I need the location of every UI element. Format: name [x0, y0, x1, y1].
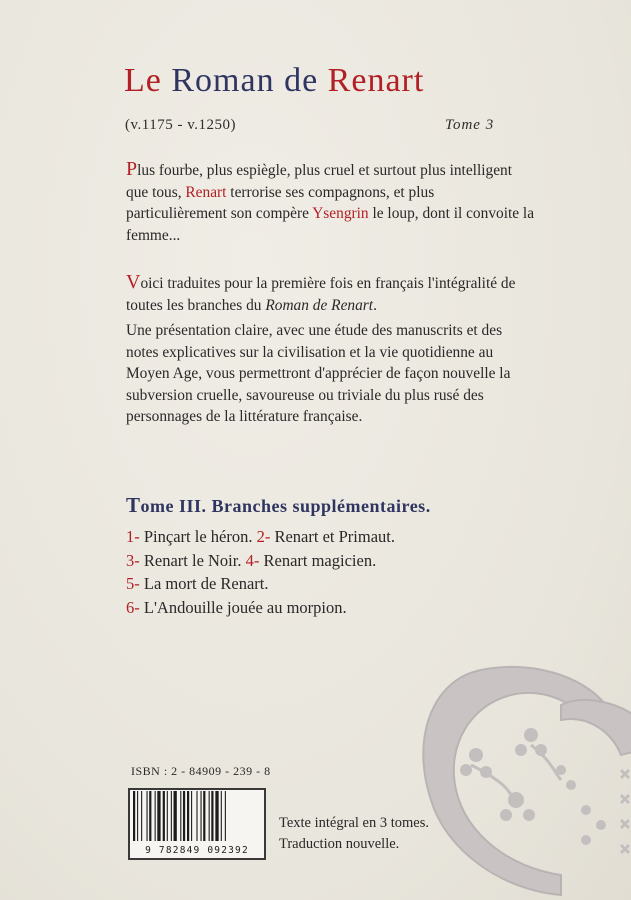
branch-number: 4- — [245, 550, 260, 570]
note-line-1: Texte intégral en 3 tomes. — [279, 815, 429, 831]
intro-drop-cap: P — [126, 158, 138, 180]
translation-text-1: oici traduites pour la première fois en français l'intégralité de toutes les branches du — [126, 275, 516, 314]
barcode-bar — [163, 791, 165, 841]
barcode-bar — [211, 791, 213, 841]
barcode-bar — [157, 791, 160, 841]
barcode-bar — [221, 791, 222, 841]
name-ysengrin: Ysengrin — [312, 205, 369, 222]
subtitle-text: ome III. Branches supplémentaires. — [140, 496, 431, 516]
barcode-bar — [171, 791, 172, 841]
barcode-bar — [201, 791, 202, 841]
title-part-le: Le — [124, 62, 172, 99]
barcode-bar — [187, 791, 189, 841]
barcode-bar — [167, 791, 168, 841]
branch-number: 2- — [256, 527, 271, 546]
branch-title: Renart et Primaut. — [270, 527, 395, 546]
branch-title: L'Andouille jouée au morpion. — [139, 597, 347, 617]
barcode-bar — [191, 791, 192, 841]
barcode-bars — [131, 791, 263, 843]
note-line-2: Traduction nouvelle. — [279, 836, 400, 852]
subtitle-cap: T — [126, 493, 141, 517]
book-title — [124, 62, 424, 100]
branch-number: 5- — [126, 574, 140, 593]
branch-number: 1- — [126, 527, 140, 546]
intro-text-3: le loup, dont il convoite la femme... — [126, 205, 535, 244]
branch-title: La mort de Renart. — [139, 574, 269, 593]
volume-subtitle — [126, 493, 431, 518]
list-item — [126, 596, 395, 620]
list-item — [126, 525, 395, 549]
edition-note — [279, 813, 429, 855]
branch-title: Renart magicien. — [259, 550, 377, 570]
barcode-bar — [137, 791, 138, 841]
title-part-renart: Renart — [327, 62, 425, 99]
barcode-bar — [155, 791, 156, 841]
intro-paragraph — [126, 159, 536, 246]
barcode-bar — [203, 791, 205, 841]
isbn: ISBN : 2 - 84909 - 239 - 8 — [131, 764, 271, 778]
name-renart: Renart — [185, 183, 227, 201]
barcode-bar — [225, 791, 226, 841]
presentation-paragraph: Une présentation claire, avec une étude des manuscrits et des notes explicatives sur la civilisation et la vie quotidienne au Moyen Age, vous permettront d'apprécier de façon nouvelle la subversion cruelle, savoureuse ou triviale du plus rusé des personnages de la littérature française. — [126, 322, 511, 425]
barcode-bar — [147, 791, 148, 841]
intro-text-2: terrorise ses compagnons, et plus particulièrement son compère — [126, 183, 435, 222]
decorative-initial-ornament — [411, 660, 631, 900]
barcode-bar — [196, 791, 197, 841]
barcode-bar — [180, 791, 181, 841]
translation-text-2: . — [373, 296, 377, 314]
title-part-roman: Roman de — [171, 62, 328, 99]
barcode-bar — [209, 791, 210, 841]
list-item — [126, 572, 395, 596]
work-title-italic: Roman de Renart — [265, 296, 374, 314]
list-item — [126, 549, 395, 573]
barcode-bar — [183, 791, 185, 841]
barcode-bar — [141, 791, 142, 841]
translation-paragraph — [126, 272, 536, 316]
branch-number: 3- — [126, 550, 140, 570]
tome-label: Tome 3 — [445, 117, 495, 133]
barcode-bar — [215, 791, 218, 841]
translation-drop-cap: V — [126, 271, 141, 293]
branches-list — [126, 525, 395, 619]
branch-title: Renart le Noir. — [139, 550, 246, 570]
barcode-bar — [133, 791, 135, 841]
branch-title: Pinçart le héron. — [139, 527, 257, 546]
barcode-bar — [174, 791, 177, 841]
intro-text-1: lus fourbe, plus espiègle, plus cruel et surtout plus intelligent que tous, — [126, 162, 512, 201]
barcode-digits: 9 782849 092392 — [145, 845, 249, 856]
dates: (v.1175 - v.1250) — [125, 117, 236, 133]
branch-number: 6- — [126, 597, 140, 617]
barcode-bar — [149, 791, 151, 841]
